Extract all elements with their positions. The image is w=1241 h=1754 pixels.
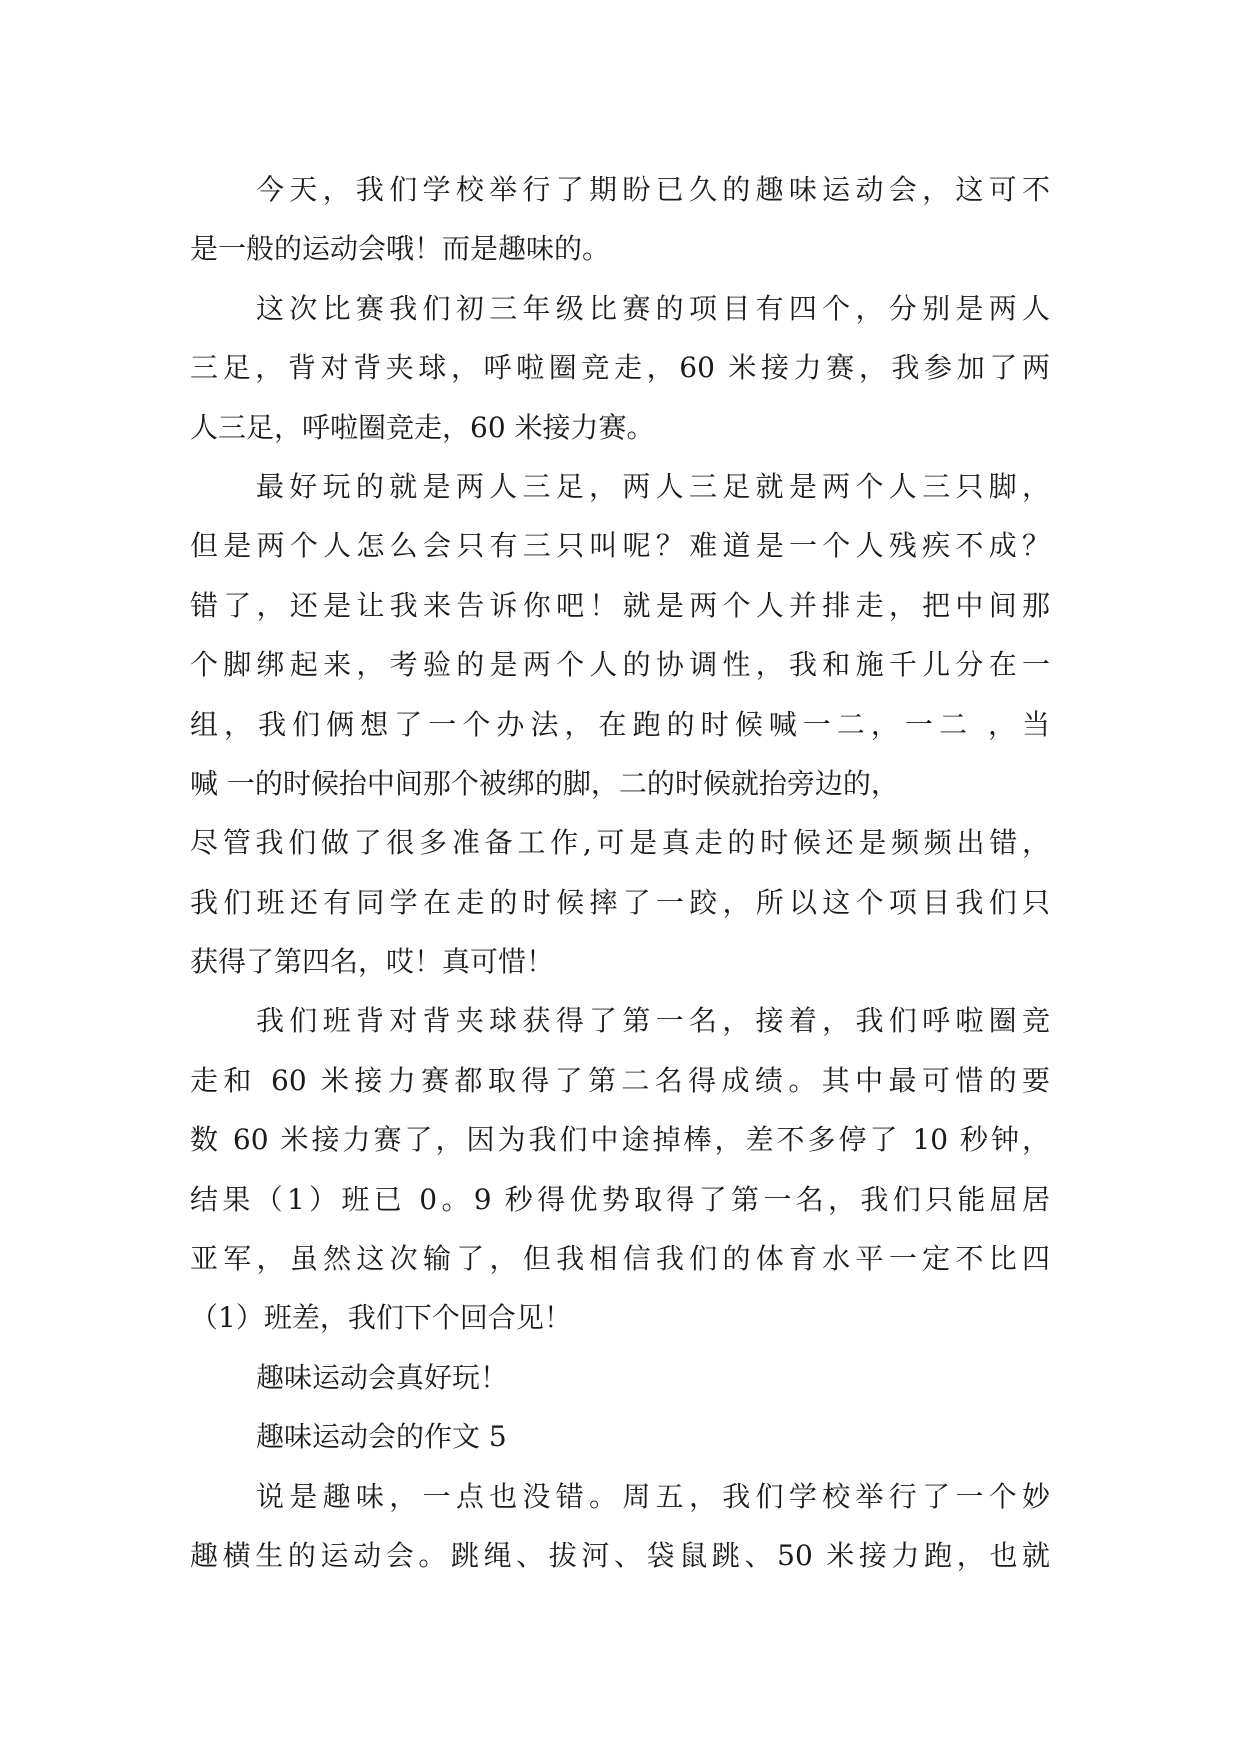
text-line: 结果（1）班已 0。9 秒得优势取得了第一名，我们只能屈居: [190, 1182, 1050, 1216]
text-line: （1）班差，我们下个回合见！: [190, 1301, 572, 1335]
text-line: 获得了第四名，哎！真可惜！: [190, 945, 555, 979]
text-line: 数 60 米接力赛了，因为我们中途掉棒，差不多停了 10 秒钟，: [190, 1123, 1050, 1157]
text-line: 三足，背对背夹球，呼啦圈竞走，60 米接力赛，我参加了两: [190, 351, 1050, 385]
text-line: 亚军，虽然这次输了，但我相信我们的体育水平一定不比四: [190, 1242, 1050, 1276]
text-line: 是一般的运动会哦！而是趣味的。: [190, 232, 611, 266]
text-line: 喊 一的时候抬中间那个被绑的脚，二的时候就抬旁边的，: [190, 766, 899, 800]
text-line: 组，我们俩想了一个办法，在跑的时候喊一二，一二 ，当: [190, 707, 1050, 741]
text-line: 走和 60 米接力赛都取得了第二名得成绩。其中最可惜的要: [190, 1063, 1050, 1097]
text-line: 趣味运动会真好玩！: [256, 1360, 509, 1394]
text-line: 人三足，呼啦圈竞走，60 米接力赛。: [190, 410, 655, 444]
text-line: 错了，还是让我来告诉你吧！就是两个人并排走，把中间那: [190, 588, 1050, 622]
text-line: 最好玩的就是两人三足，两人三足就是两个人三只脚，: [256, 469, 1050, 503]
text-line: 我们班背对背夹球获得了第一名，接着，我们呼啦圈竞: [256, 1004, 1050, 1038]
text-line: 我们班还有同学在走的时候摔了一跤，所以这个项目我们只: [190, 885, 1050, 919]
text-line: 趣横生的运动会。跳绳、拔河、袋鼠跳、50 米接力跑，也就: [190, 1538, 1050, 1572]
text-line: 个脚绑起来，考验的是两个人的协调性，我和施千儿分在一: [190, 648, 1050, 682]
text-line: 但是两个人怎么会只有三只叫呢？难道是一个人残疾不成？: [190, 529, 1050, 563]
text-line: 这次比赛我们初三年级比赛的项目有四个，分别是两人: [256, 291, 1050, 325]
text-line: 说是趣味，一点也没错。周五，我们学校举行了一个妙: [256, 1479, 1050, 1513]
essay-body: [190, 160, 1050, 1585]
text-line: 尽管我们做了很多准备工作,可是真走的时候还是频频出错，: [190, 826, 1050, 860]
text-line: 今天，我们学校举行了期盼已久的趣味运动会，这可不: [256, 173, 1050, 206]
section-heading: 趣味运动会的作文 5: [256, 1420, 507, 1454]
